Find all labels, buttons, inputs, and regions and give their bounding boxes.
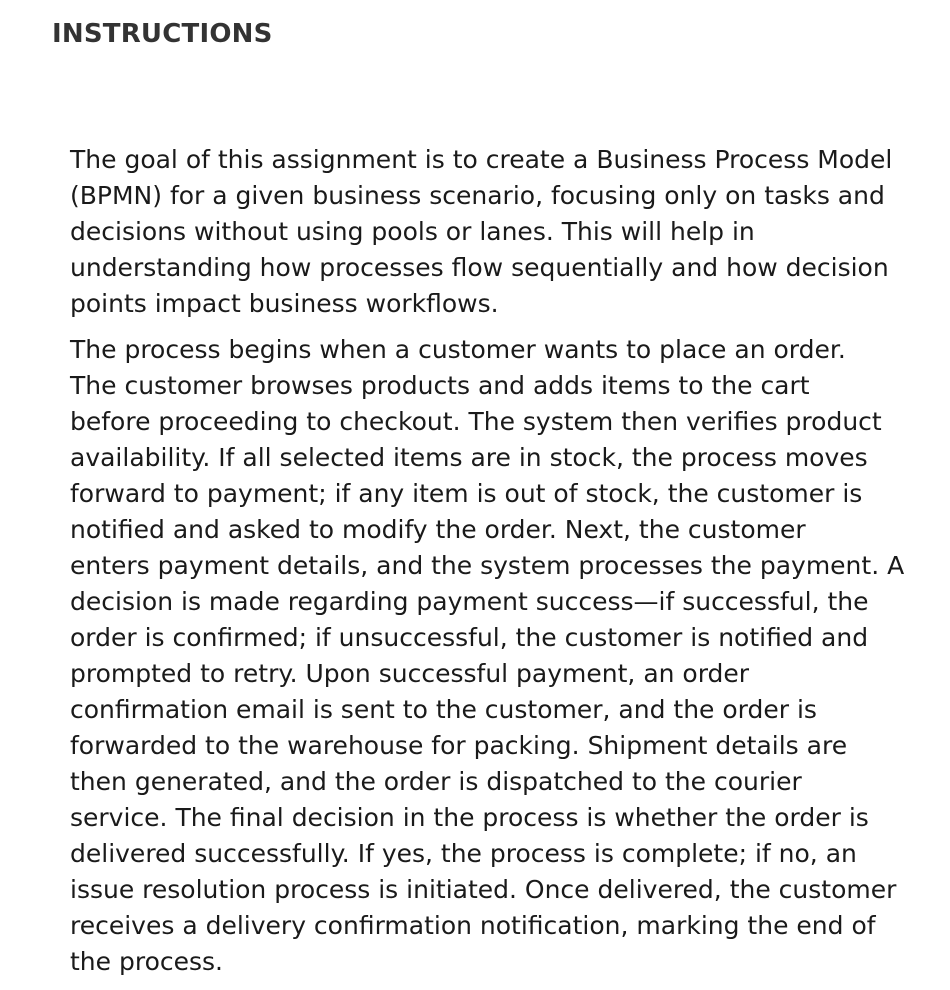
paragraph-line: receives a delivery confirmation notification, marking the end of: [70, 911, 876, 940]
paragraph-line: order is confirmed; if unsuccessful, the customer is notified and: [70, 623, 869, 652]
scenario-paragraph: [70, 332, 905, 980]
paragraph-line: issue resolution process is initiated. Once delivered, the customer: [70, 875, 897, 904]
paragraph-line: points impact business workflows.: [70, 289, 499, 318]
paragraph-line: enters payment details, and the system processes the payment. A: [70, 551, 905, 580]
paragraph-line: understanding how processes flow sequentially and how decision: [70, 253, 889, 282]
paragraph-line: before proceeding to checkout. The system then verifies product: [70, 407, 882, 436]
paragraph-line: The process begins when a customer wants to place an order.: [70, 335, 846, 364]
paragraph-line: service. The final decision in the process is whether the order is: [70, 803, 869, 832]
paragraph-line: prompted to retry. Upon successful payment, an order: [70, 659, 750, 688]
paragraph-line: The customer browses products and adds items to the cart: [70, 371, 810, 400]
paragraph-line: availability. If all selected items are in stock, the process moves: [70, 443, 868, 472]
paragraph-line: (BPMN) for a given business scenario, focusing only on tasks and: [70, 181, 885, 210]
intro-paragraph: [70, 142, 893, 322]
paragraph-line: decision is made regarding payment success—if successful, the: [70, 587, 869, 616]
paragraph-line: forward to payment; if any item is out of stock, the customer is: [70, 479, 863, 508]
paragraph-line: decisions without using pools or lanes. This will help in: [70, 217, 755, 246]
paragraph-line: then generated, and the order is dispatched to the courier: [70, 767, 802, 796]
instructions-body: [70, 142, 905, 990]
paragraph-line: confirmation email is sent to the customer, and the order is: [70, 695, 817, 724]
paragraph-line: notified and asked to modify the order. Next, the customer: [70, 515, 806, 544]
paragraph-line: forwarded to the warehouse for packing. Shipment details are: [70, 731, 848, 760]
paragraph-line: The goal of this assignment is to create a Business Process Model: [70, 145, 893, 174]
paragraph-line: the process.: [70, 947, 223, 976]
page-heading: INSTRUCTIONS: [52, 19, 273, 49]
paragraph-line: delivered successfully. If yes, the process is complete; if no, an: [70, 839, 857, 868]
